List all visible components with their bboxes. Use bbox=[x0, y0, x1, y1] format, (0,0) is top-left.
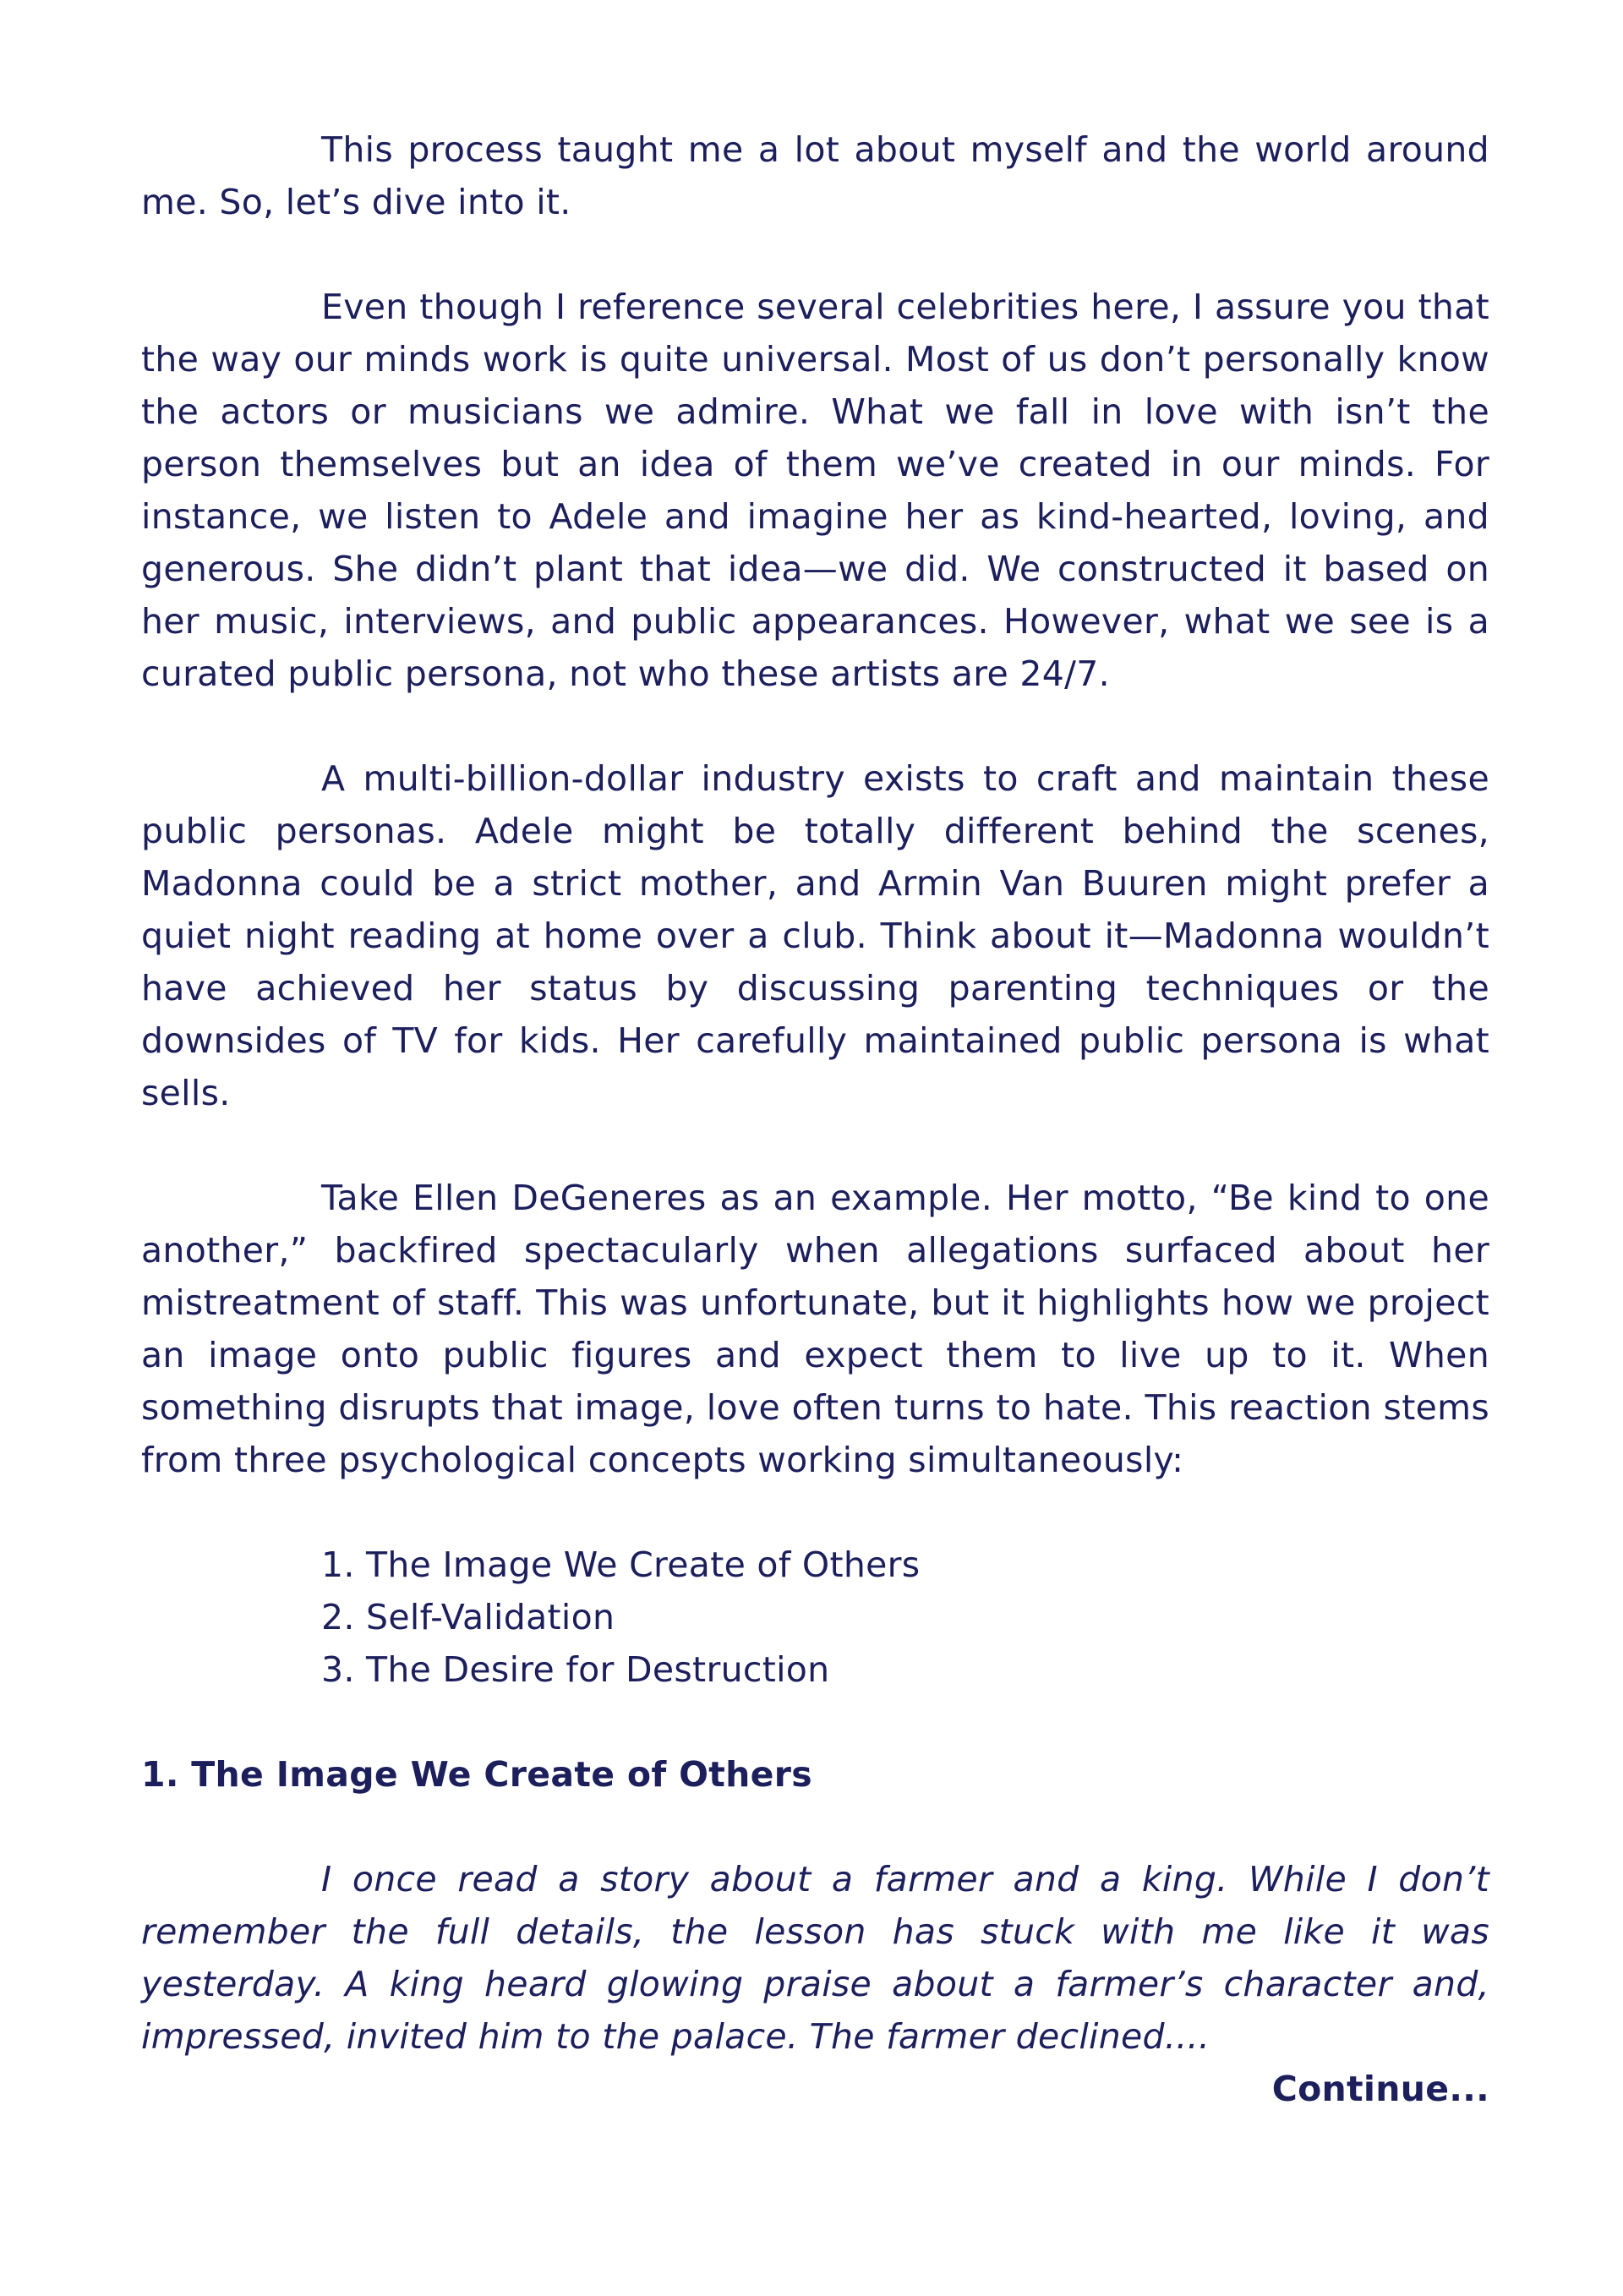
spacer bbox=[141, 1486, 1489, 1539]
concepts-list bbox=[141, 1539, 1489, 1696]
paragraph-celebrities: Even though I reference several celebrities here, I assure you that the way our minds work is quite universal. Most of us don’t personally know the actors or musicians we admire. What we fall in love with isn’t the person themselves but an idea of them we’ve created in our minds. For instance, we listen to Adele and imagine her as kind-hearted, loving, and generous. She didn’t plant that idea—we did. We constructed it based on her music, interviews, and public appearances. However, what we see is a curated public persona, not who these artists are 24/7. bbox=[141, 287, 1489, 694]
spacer bbox=[141, 700, 1489, 752]
paragraph-ellen: Take Ellen DeGeneres as an example. Her motto, “Be kind to one another,” backfired spectacularly when allegations surfaced about her mistreatment of staff. This was unfortunate, but it highlights how we project an image onto public figures and expect them to live up to it. When something disrupts that image, love often turns to hate. This reaction stems from three psychological concepts working simultaneously: bbox=[141, 1178, 1489, 1480]
list-item: 1. The Image We Create of Others bbox=[321, 1544, 921, 1585]
story-paragraph: I once read a story about a farmer and a king. While I don’t remember the full details, the lesson has stuck with me like it was yesterday. A king heard glowing praise about a farmer’s character and, impressed, invited him to the palace. The farmer declined.... bbox=[141, 1859, 1489, 2057]
section-heading: 1. The Image We Create of Others bbox=[141, 1754, 812, 1795]
list-item: 3. The Desire for Destruction bbox=[321, 1649, 830, 1690]
paragraph-industry: A multi-billion-dollar industry exists to craft and maintain these public personas. Adele might be totally different behind the scenes, Madonna could be a strict mother, and Armin Van Buuren might prefer a quiet night reading at home over a club. Think about it—Madonna wouldn’t have achieved her status by discussing parenting techniques or the downsides of TV for kids. Her carefully maintained public persona is what sells. bbox=[141, 758, 1489, 1113]
spacer bbox=[141, 228, 1489, 281]
paragraph-intro: This process taught me a lot about myself and the world around me. So, let’s dive into it. bbox=[141, 129, 1489, 222]
list-item: 2. Self-Validation bbox=[321, 1597, 615, 1637]
spacer bbox=[141, 1696, 1489, 1748]
continue-link[interactable]: Continue... bbox=[1271, 2069, 1489, 2109]
spacer bbox=[141, 1119, 1489, 1172]
spacer bbox=[141, 1801, 1489, 1853]
document-body bbox=[141, 123, 1489, 2115]
